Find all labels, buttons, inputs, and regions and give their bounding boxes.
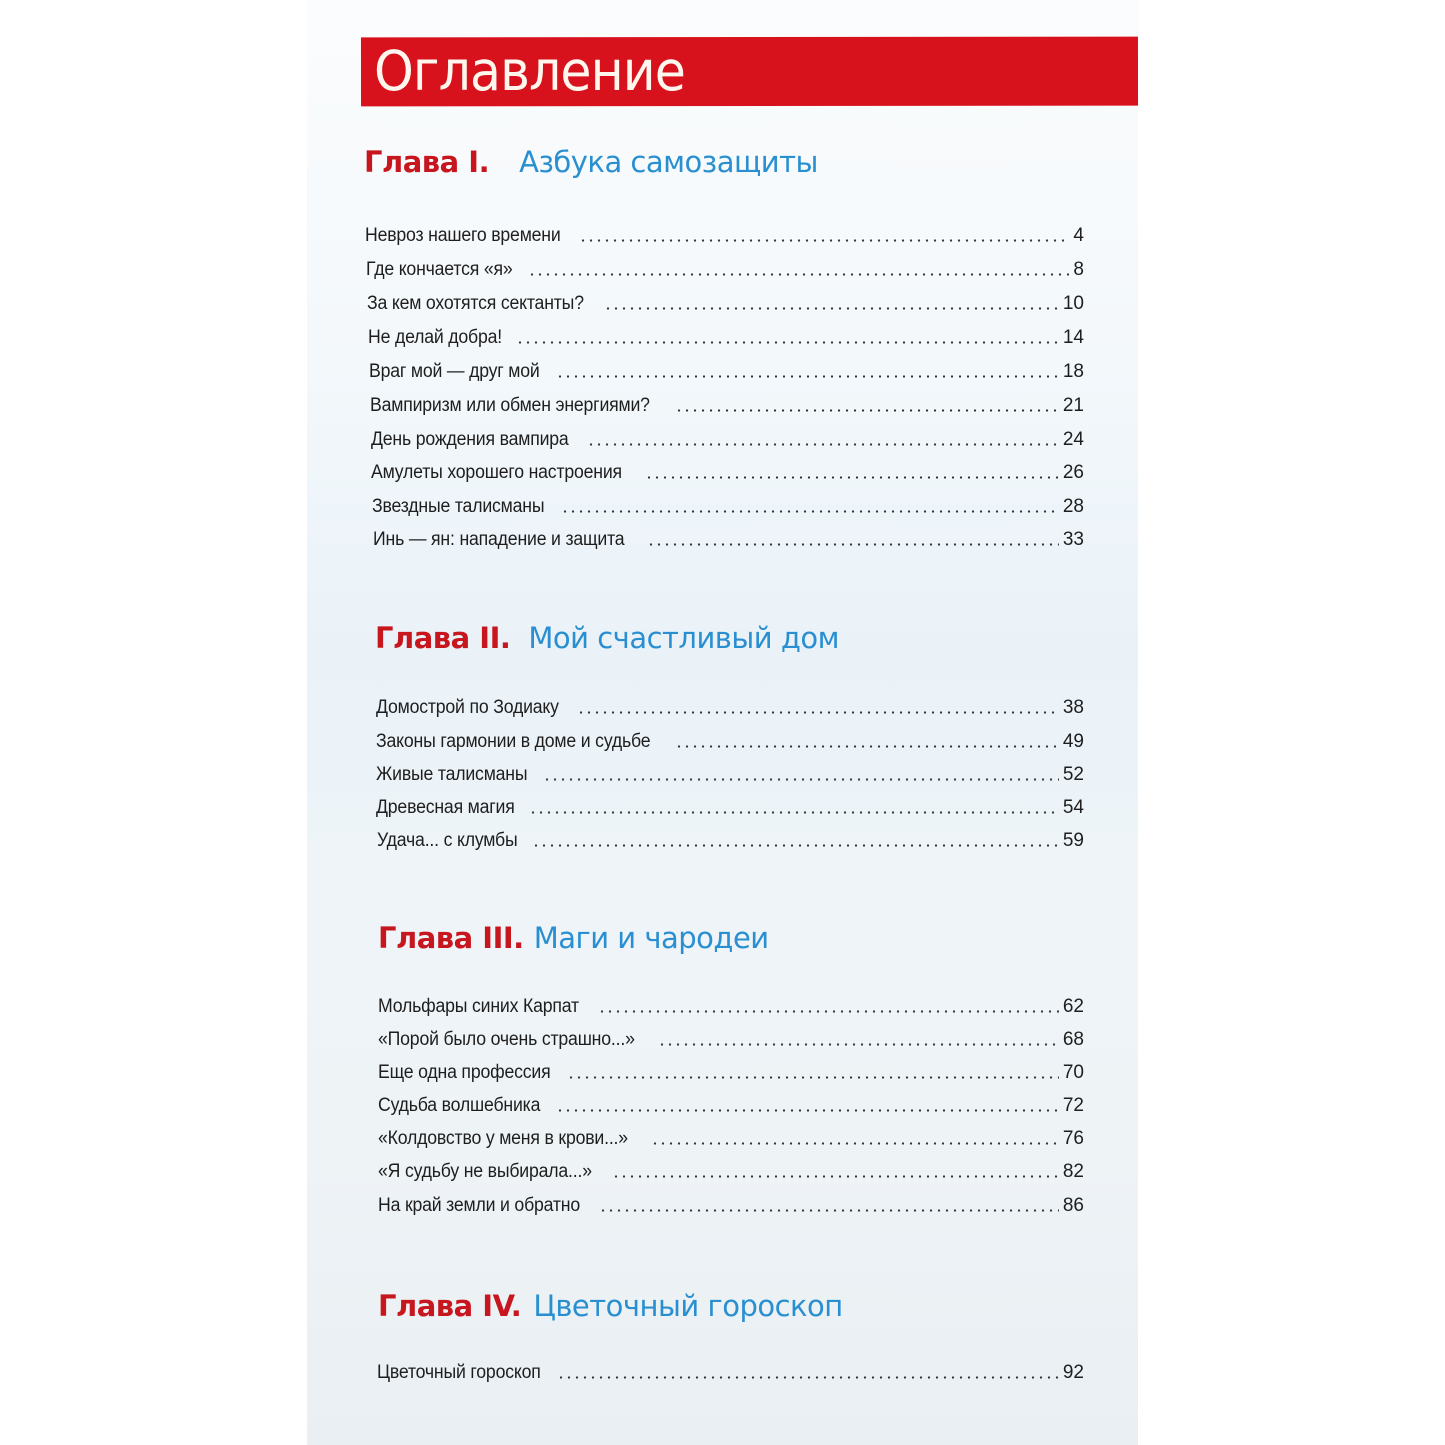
toc-entry[interactable] [371, 459, 1084, 487]
entry-title: Амулеты хорошего настроения [371, 462, 622, 483]
entry-page: 86 [1062, 1195, 1084, 1216]
entry-title: Где кончается «я» [366, 259, 513, 280]
dot-leader [587, 443, 1058, 446]
toc-entry[interactable] [373, 526, 1084, 554]
chapter-number: Глава IV. [378, 1289, 522, 1323]
entry-page: 72 [1062, 1095, 1084, 1116]
dot-leader [604, 307, 1059, 310]
dot-leader [577, 711, 1059, 714]
entry-page: 68 [1062, 1029, 1084, 1050]
entry-page: 24 [1062, 429, 1084, 450]
toc-entry[interactable] [376, 794, 1084, 822]
chapter-heading-3 [378, 920, 769, 956]
dot-leader [528, 273, 1070, 276]
entry-page: 28 [1062, 496, 1084, 517]
entry-title: Судьба волшебника [378, 1095, 541, 1116]
toc-entry[interactable] [370, 392, 1084, 420]
dot-leader [612, 1175, 1059, 1178]
chapter-name: Азбука самозащиты [519, 145, 818, 179]
entry-page: 18 [1062, 361, 1084, 382]
dot-leader [579, 239, 1069, 242]
chapter-heading-1 [364, 144, 818, 180]
toc-entry[interactable] [368, 324, 1084, 352]
entry-page: 33 [1062, 529, 1084, 550]
entry-title: День рождения вампира [371, 429, 569, 450]
toc-entry[interactable] [372, 493, 1084, 521]
dot-leader [598, 1010, 1059, 1013]
dot-leader [645, 476, 1059, 479]
dot-leader [543, 778, 1059, 781]
entry-title: Еще одна профессия [378, 1062, 551, 1083]
toc-entry[interactable] [376, 761, 1084, 789]
toc-entry[interactable] [378, 1059, 1084, 1087]
entry-page: 49 [1062, 731, 1084, 752]
entry-title: Мольфары синих Карпат [378, 996, 579, 1017]
toc-entry[interactable] [378, 1026, 1084, 1054]
entry-title: За кем охотятся сектанты? [367, 293, 584, 314]
entry-page: 54 [1062, 797, 1084, 818]
dot-leader [532, 844, 1059, 847]
entry-page: 21 [1062, 395, 1084, 416]
entry-page: 59 [1062, 830, 1084, 851]
dot-leader [647, 543, 1059, 546]
dot-leader [658, 1043, 1059, 1046]
dot-leader [567, 1076, 1058, 1079]
entry-title: Живые талисманы [376, 764, 528, 785]
dot-leader [556, 375, 1058, 378]
entry-page: 62 [1062, 996, 1084, 1017]
book-page [307, 0, 1138, 1445]
entry-title: Невроз нашего времени [365, 225, 561, 246]
entry-title: На край земли и обратно [378, 1195, 581, 1216]
toc-entry[interactable] [366, 256, 1084, 284]
page-title: Оглавление [374, 39, 685, 103]
toc-entry[interactable] [365, 222, 1084, 250]
toc-entry[interactable] [377, 1359, 1084, 1387]
entry-title: Домострой по Зодиаку [376, 697, 559, 718]
chapter-number: Глава III. [378, 921, 524, 955]
dot-leader [675, 745, 1059, 748]
dot-leader [557, 1376, 1059, 1379]
entry-page: 8 [1073, 259, 1084, 280]
entry-title: Цветочный гороскоп [377, 1362, 541, 1383]
chapter-heading-2 [375, 620, 839, 656]
entry-title: Древесная магия [376, 797, 515, 818]
toc-entry[interactable] [377, 827, 1084, 855]
entry-page: 70 [1062, 1062, 1084, 1083]
entry-page: 76 [1062, 1128, 1084, 1149]
toc-entry[interactable] [369, 358, 1084, 386]
entry-page: 10 [1062, 293, 1084, 314]
entry-title: Законы гармонии в доме и судьбе [376, 731, 651, 752]
dot-leader [599, 1209, 1059, 1212]
entry-title: «Порой было очень страшно...» [378, 1029, 635, 1050]
entry-title: Инь — ян: нападение и защита [373, 529, 625, 550]
toc-entry[interactable] [371, 426, 1084, 454]
entry-page: 14 [1062, 327, 1084, 348]
entry-title: Враг мой — друг мой [369, 361, 540, 382]
entry-page: 52 [1062, 764, 1084, 785]
toc-entry[interactable] [378, 1158, 1084, 1186]
dot-leader [675, 409, 1059, 412]
chapter-name: Цветочный гороскоп [533, 1289, 843, 1323]
chapter-heading-4 [378, 1288, 843, 1324]
dot-leader [529, 811, 1059, 814]
chapter-name: Мой счастливый дом [528, 621, 840, 655]
chapter-number: Глава II. [375, 621, 511, 655]
entry-page: 82 [1062, 1161, 1084, 1182]
entry-title: «Колдовство у меня в крови...» [378, 1128, 628, 1149]
toc-entry[interactable] [378, 1092, 1084, 1120]
dot-leader [651, 1142, 1059, 1145]
toc-entry[interactable] [378, 993, 1084, 1021]
entry-page: 38 [1062, 697, 1084, 718]
dot-leader [556, 1109, 1058, 1112]
toc-entry[interactable] [378, 1192, 1084, 1220]
toc-entry[interactable] [376, 694, 1084, 722]
entry-page: 4 [1073, 225, 1084, 246]
entry-title: Вампиризм или обмен энергиями? [370, 395, 650, 416]
dot-leader [561, 510, 1059, 513]
entry-page: 26 [1062, 462, 1084, 483]
entry-title: «Я судьбу не выбирала...» [378, 1161, 592, 1182]
chapter-number: Глава I. [364, 145, 490, 179]
chapter-name: Маги и чародеи [533, 921, 769, 955]
toc-entry[interactable] [376, 728, 1084, 756]
toc-entry[interactable] [367, 290, 1084, 318]
toc-entry[interactable] [378, 1125, 1084, 1153]
dot-leader [516, 341, 1059, 344]
entry-title: Звездные талисманы [372, 496, 545, 517]
entry-title: Не делай добра! [368, 327, 503, 348]
entry-page: 92 [1062, 1362, 1084, 1383]
entry-title: Удача... с клумбы [377, 830, 518, 851]
